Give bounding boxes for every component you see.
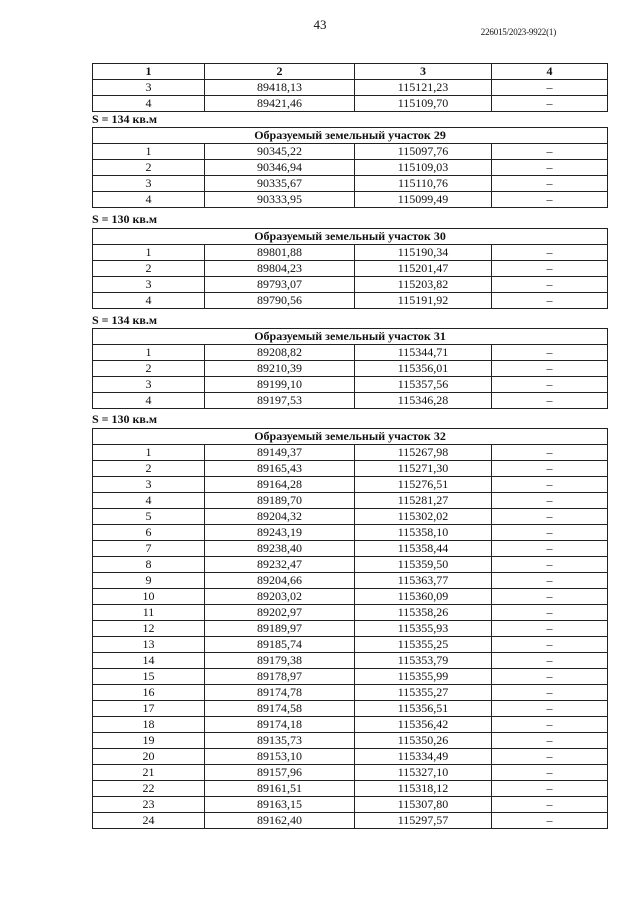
point-number-cell: 11 bbox=[93, 605, 205, 621]
table-row bbox=[93, 605, 608, 621]
point-number-cell: 1 bbox=[93, 144, 205, 160]
point-number-cell: 1 bbox=[93, 345, 205, 361]
table-row bbox=[93, 509, 608, 525]
x-coordinate-cell: 89174,58 bbox=[205, 701, 355, 717]
y-coordinate-cell: 115110,76 bbox=[355, 176, 492, 192]
x-coordinate-cell: 89202,97 bbox=[205, 605, 355, 621]
parcel-title: Образуемый земельный участок 31 bbox=[93, 329, 608, 345]
x-coordinate-cell: 89790,56 bbox=[205, 293, 355, 309]
note-cell: – bbox=[492, 589, 608, 605]
table-row bbox=[93, 765, 608, 781]
x-coordinate-cell: 89157,96 bbox=[205, 765, 355, 781]
y-coordinate-cell: 115356,42 bbox=[355, 717, 492, 733]
note-cell: – bbox=[492, 176, 608, 192]
note-cell: – bbox=[492, 733, 608, 749]
y-coordinate-cell: 115307,80 bbox=[355, 797, 492, 813]
table-row bbox=[93, 445, 608, 461]
note-cell: – bbox=[492, 445, 608, 461]
note-cell: – bbox=[492, 685, 608, 701]
x-coordinate-cell: 89418,13 bbox=[205, 80, 355, 96]
column-header: 1 bbox=[93, 64, 205, 80]
table-row bbox=[93, 749, 608, 765]
parcel-table bbox=[92, 428, 608, 829]
y-coordinate-cell: 115097,76 bbox=[355, 144, 492, 160]
table-row bbox=[93, 541, 608, 557]
table-row bbox=[93, 345, 608, 361]
table-row bbox=[93, 685, 608, 701]
parcel-area-label: S = 134 кв.м bbox=[92, 313, 158, 327]
point-number-cell: 1 bbox=[93, 245, 205, 261]
point-number-cell: 2 bbox=[93, 160, 205, 176]
x-coordinate-cell: 89189,70 bbox=[205, 493, 355, 509]
note-cell: – bbox=[492, 701, 608, 717]
x-coordinate-cell: 89179,38 bbox=[205, 653, 355, 669]
x-coordinate-cell: 89210,39 bbox=[205, 361, 355, 377]
y-coordinate-cell: 115281,27 bbox=[355, 493, 492, 509]
x-coordinate-cell: 89208,82 bbox=[205, 345, 355, 361]
note-cell: – bbox=[492, 377, 608, 393]
point-number-cell: 21 bbox=[93, 765, 205, 781]
note-cell: – bbox=[492, 261, 608, 277]
point-number-cell: 18 bbox=[93, 717, 205, 733]
point-number-cell: 1 bbox=[93, 445, 205, 461]
x-coordinate-cell: 89189,97 bbox=[205, 621, 355, 637]
table-row bbox=[93, 461, 608, 477]
table-header-row bbox=[93, 64, 608, 80]
y-coordinate-cell: 115355,25 bbox=[355, 637, 492, 653]
document-number: 226015/2023-9922(1) bbox=[480, 27, 556, 37]
note-cell: – bbox=[492, 525, 608, 541]
y-coordinate-cell: 115356,51 bbox=[355, 701, 492, 717]
parcel-area-label: S = 134 кв.м bbox=[92, 112, 158, 126]
point-number-cell: 4 bbox=[93, 96, 205, 112]
point-number-cell: 4 bbox=[93, 192, 205, 208]
y-coordinate-cell: 115318,12 bbox=[355, 781, 492, 797]
note-cell: – bbox=[492, 493, 608, 509]
x-coordinate-cell: 89203,02 bbox=[205, 589, 355, 605]
table-row bbox=[93, 717, 608, 733]
table-row bbox=[93, 781, 608, 797]
x-coordinate-cell: 89421,46 bbox=[205, 96, 355, 112]
table-row bbox=[93, 245, 608, 261]
y-coordinate-cell: 115334,49 bbox=[355, 749, 492, 765]
column-header: 4 bbox=[492, 64, 608, 80]
x-coordinate-cell: 89163,15 bbox=[205, 797, 355, 813]
note-cell: – bbox=[492, 573, 608, 589]
table-row bbox=[93, 525, 608, 541]
y-coordinate-cell: 115358,26 bbox=[355, 605, 492, 621]
x-coordinate-cell: 89793,07 bbox=[205, 277, 355, 293]
table-row bbox=[93, 637, 608, 653]
x-coordinate-cell: 89185,74 bbox=[205, 637, 355, 653]
table-row bbox=[93, 653, 608, 669]
column-header: 2 bbox=[205, 64, 355, 80]
x-coordinate-cell: 89232,47 bbox=[205, 557, 355, 573]
table-row bbox=[93, 797, 608, 813]
point-number-cell: 15 bbox=[93, 669, 205, 685]
parcel-table bbox=[92, 127, 608, 208]
y-coordinate-cell: 115267,98 bbox=[355, 445, 492, 461]
point-number-cell: 14 bbox=[93, 653, 205, 669]
note-cell: – bbox=[492, 653, 608, 669]
y-coordinate-cell: 115302,02 bbox=[355, 509, 492, 525]
x-coordinate-cell: 89801,88 bbox=[205, 245, 355, 261]
y-coordinate-cell: 115358,10 bbox=[355, 525, 492, 541]
x-coordinate-cell: 89204,32 bbox=[205, 509, 355, 525]
y-coordinate-cell: 115346,28 bbox=[355, 393, 492, 409]
table-row bbox=[93, 192, 608, 208]
point-number-cell: 4 bbox=[93, 393, 205, 409]
point-number-cell: 6 bbox=[93, 525, 205, 541]
table-row bbox=[93, 813, 608, 829]
column-header: 3 bbox=[355, 64, 492, 80]
x-coordinate-cell: 90335,67 bbox=[205, 176, 355, 192]
y-coordinate-cell: 115358,44 bbox=[355, 541, 492, 557]
point-number-cell: 8 bbox=[93, 557, 205, 573]
note-cell: – bbox=[492, 80, 608, 96]
point-number-cell: 4 bbox=[93, 293, 205, 309]
note-cell: – bbox=[492, 293, 608, 309]
note-cell: – bbox=[492, 765, 608, 781]
y-coordinate-cell: 115359,50 bbox=[355, 557, 492, 573]
y-coordinate-cell: 115203,82 bbox=[355, 277, 492, 293]
x-coordinate-cell: 89197,53 bbox=[205, 393, 355, 409]
note-cell: – bbox=[492, 541, 608, 557]
y-coordinate-cell: 115109,03 bbox=[355, 160, 492, 176]
note-cell: – bbox=[492, 345, 608, 361]
table-row bbox=[93, 393, 608, 409]
parcel-table bbox=[92, 228, 608, 309]
note-cell: – bbox=[492, 637, 608, 653]
y-coordinate-cell: 115355,27 bbox=[355, 685, 492, 701]
parcel-area-label: S = 130 кв.м bbox=[92, 212, 158, 226]
x-coordinate-cell: 89164,28 bbox=[205, 477, 355, 493]
point-number-cell: 13 bbox=[93, 637, 205, 653]
point-number-cell: 12 bbox=[93, 621, 205, 637]
table-row bbox=[93, 557, 608, 573]
y-coordinate-cell: 115271,30 bbox=[355, 461, 492, 477]
note-cell: – bbox=[492, 277, 608, 293]
y-coordinate-cell: 115099,49 bbox=[355, 192, 492, 208]
y-coordinate-cell: 115109,70 bbox=[355, 96, 492, 112]
y-coordinate-cell: 115191,92 bbox=[355, 293, 492, 309]
point-number-cell: 16 bbox=[93, 685, 205, 701]
point-number-cell: 19 bbox=[93, 733, 205, 749]
point-number-cell: 7 bbox=[93, 541, 205, 557]
note-cell: – bbox=[492, 160, 608, 176]
table-row bbox=[93, 377, 608, 393]
table-row bbox=[93, 80, 608, 96]
y-coordinate-cell: 115190,34 bbox=[355, 245, 492, 261]
table-row bbox=[93, 293, 608, 309]
point-number-cell: 4 bbox=[93, 493, 205, 509]
table-row bbox=[93, 669, 608, 685]
x-coordinate-cell: 89804,23 bbox=[205, 261, 355, 277]
y-coordinate-cell: 115327,10 bbox=[355, 765, 492, 781]
table-row bbox=[93, 573, 608, 589]
table-row bbox=[93, 733, 608, 749]
table-row bbox=[93, 96, 608, 112]
note-cell: – bbox=[492, 96, 608, 112]
point-number-cell: 2 bbox=[93, 361, 205, 377]
table-row bbox=[93, 176, 608, 192]
x-coordinate-cell: 89165,43 bbox=[205, 461, 355, 477]
point-number-cell: 17 bbox=[93, 701, 205, 717]
x-coordinate-cell: 90346,94 bbox=[205, 160, 355, 176]
parcel-area-label: S = 130 кв.м bbox=[92, 412, 158, 426]
point-number-cell: 3 bbox=[93, 377, 205, 393]
table-row bbox=[93, 493, 608, 509]
point-number-cell: 3 bbox=[93, 80, 205, 96]
x-coordinate-cell: 89238,40 bbox=[205, 541, 355, 557]
y-coordinate-cell: 115344,71 bbox=[355, 345, 492, 361]
table-row bbox=[93, 361, 608, 377]
x-coordinate-cell: 89135,73 bbox=[205, 733, 355, 749]
table-row bbox=[93, 277, 608, 293]
note-cell: – bbox=[492, 781, 608, 797]
parcel-table bbox=[92, 328, 608, 409]
point-number-cell: 2 bbox=[93, 261, 205, 277]
y-coordinate-cell: 115356,01 bbox=[355, 361, 492, 377]
note-cell: – bbox=[492, 621, 608, 637]
note-cell: – bbox=[492, 461, 608, 477]
point-number-cell: 23 bbox=[93, 797, 205, 813]
y-coordinate-cell: 115276,51 bbox=[355, 477, 492, 493]
point-number-cell: 3 bbox=[93, 176, 205, 192]
note-cell: – bbox=[492, 797, 608, 813]
y-coordinate-cell: 115355,93 bbox=[355, 621, 492, 637]
y-coordinate-cell: 115355,99 bbox=[355, 669, 492, 685]
x-coordinate-cell: 89162,40 bbox=[205, 813, 355, 829]
table-row bbox=[93, 261, 608, 277]
point-number-cell: 2 bbox=[93, 461, 205, 477]
point-number-cell: 5 bbox=[93, 509, 205, 525]
x-coordinate-cell: 89243,19 bbox=[205, 525, 355, 541]
point-number-cell: 9 bbox=[93, 573, 205, 589]
point-number-cell: 22 bbox=[93, 781, 205, 797]
table-row bbox=[93, 144, 608, 160]
table-row bbox=[93, 589, 608, 605]
note-cell: – bbox=[492, 749, 608, 765]
note-cell: – bbox=[492, 477, 608, 493]
parcel-title: Образуемый земельный участок 30 bbox=[93, 229, 608, 245]
x-coordinate-cell: 89204,66 bbox=[205, 573, 355, 589]
coordinates-table-continued bbox=[92, 63, 608, 112]
y-coordinate-cell: 115201,47 bbox=[355, 261, 492, 277]
note-cell: – bbox=[492, 144, 608, 160]
y-coordinate-cell: 115121,23 bbox=[355, 80, 492, 96]
y-coordinate-cell: 115297,57 bbox=[355, 813, 492, 829]
note-cell: – bbox=[492, 192, 608, 208]
x-coordinate-cell: 90345,22 bbox=[205, 144, 355, 160]
page-number: 43 bbox=[313, 17, 327, 32]
y-coordinate-cell: 115350,26 bbox=[355, 733, 492, 749]
note-cell: – bbox=[492, 245, 608, 261]
point-number-cell: 3 bbox=[93, 477, 205, 493]
parcel-title: Образуемый земельный участок 32 bbox=[93, 429, 608, 445]
x-coordinate-cell: 90333,95 bbox=[205, 192, 355, 208]
note-cell: – bbox=[492, 717, 608, 733]
table-row bbox=[93, 621, 608, 637]
x-coordinate-cell: 89161,51 bbox=[205, 781, 355, 797]
note-cell: – bbox=[492, 557, 608, 573]
note-cell: – bbox=[492, 605, 608, 621]
point-number-cell: 3 bbox=[93, 277, 205, 293]
y-coordinate-cell: 115353,79 bbox=[355, 653, 492, 669]
y-coordinate-cell: 115363,77 bbox=[355, 573, 492, 589]
table-row bbox=[93, 160, 608, 176]
y-coordinate-cell: 115360,09 bbox=[355, 589, 492, 605]
note-cell: – bbox=[492, 393, 608, 409]
point-number-cell: 24 bbox=[93, 813, 205, 829]
point-number-cell: 10 bbox=[93, 589, 205, 605]
x-coordinate-cell: 89178,97 bbox=[205, 669, 355, 685]
note-cell: – bbox=[492, 669, 608, 685]
table-row bbox=[93, 701, 608, 717]
x-coordinate-cell: 89153,10 bbox=[205, 749, 355, 765]
table-row bbox=[93, 477, 608, 493]
x-coordinate-cell: 89174,18 bbox=[205, 717, 355, 733]
point-number-cell: 20 bbox=[93, 749, 205, 765]
parcel-title: Образуемый земельный участок 29 bbox=[93, 128, 608, 144]
note-cell: – bbox=[492, 361, 608, 377]
x-coordinate-cell: 89174,78 bbox=[205, 685, 355, 701]
x-coordinate-cell: 89149,37 bbox=[205, 445, 355, 461]
note-cell: – bbox=[492, 813, 608, 829]
y-coordinate-cell: 115357,56 bbox=[355, 377, 492, 393]
x-coordinate-cell: 89199,10 bbox=[205, 377, 355, 393]
note-cell: – bbox=[492, 509, 608, 525]
